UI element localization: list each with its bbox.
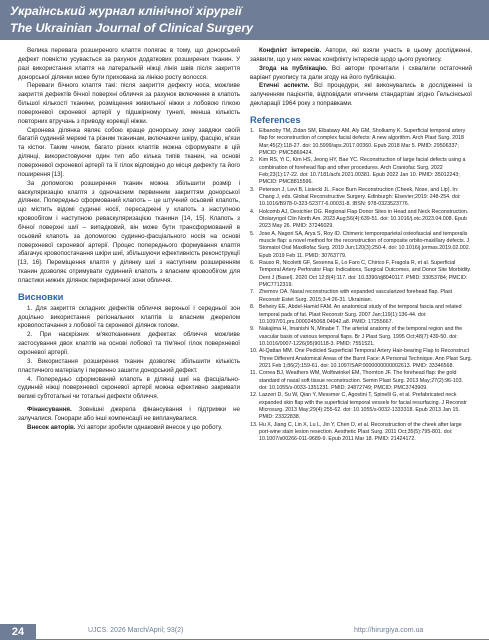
- contribution-statement: [18, 424, 240, 433]
- ethics-text: Всі процедури, які виконувались в дослідженні із залученням пацієнтів, відповідали етичним стандартам згідно Гельсінської декларації 1964 року з поправками.: [250, 82, 472, 108]
- reference-text: Al-Qattan MM. One Pedicled Superficial Temporal Artery Hair-bearing Flap to Reconstruct Three Different Anatomical Areas of the Burnt Face: A Personal Technique. Ann Plast Surg. 2021 Feb 1;86(2):159-61. doi: 10.1097/SAP.0000000000002613. PMID: 33346568.: [259, 348, 472, 369]
- reference-text: Lazzeri D, Su W, Qian Y, Messmer C, Agostini T, Spinelli G, et al. Prefabricated neck expanded skin flap with the superficial temporal vessels for facial resurfacing. J Reconstr Microsurg. 2013 May;29(4):255-62. doi: 10.1055/s-0032-1333318. Epub 2013 Jan 15. PMID: 23322838.: [259, 392, 467, 421]
- reference-item: [250, 157, 472, 186]
- funding-label: Фінансування.: [27, 406, 72, 414]
- reference-item: [250, 187, 472, 209]
- funding-statement: [18, 406, 240, 424]
- reference-text: Zhemov OA. Nasal reconstruction with expanded vascularized forehead flap. Plast Reconstr Estet Surg. 2015;3-4:26-31. Ukrainian.: [259, 289, 453, 303]
- reference-text: Hu X, Jiang C, Lin X, Lu L, Jin Y, Chen D, et al. Reconstruction of the cheek after large port-wine stain lesion resection. Aesthetic Plast Surg. 2011 Oct;35(5):795-801. doi: 10.1007/s00266-011-9689-9. Epub 2011 Mar 18. PMID: 21424172.: [259, 421, 462, 443]
- conclusion-item: 3. Використання розширення тканин дозволяє збільшити кількість пластичного матеріалу і первинно зашити донорський дефект.: [18, 357, 240, 374]
- reference-item: [250, 209, 472, 231]
- paragraph: Велика перевага розширеного клаптя полягає в тому, що донорський дефект повністю усувається за рахунок додаткових розширених тканин. У разі використання клаптя на латеральній ніжці лінія швів після закриття донорської ділянки може бути прихована за лінією росту волосся.: [18, 47, 240, 81]
- conclusion-item: 4. Попередньо сформований клапоть в ділянці шиї на фасціально-судинній ніжці поверхневої скроневої артерії можна ефективно закривати великі субтотальні чи тотальні дефекти обличчя.: [18, 375, 240, 401]
- journal-title-en: The Ukrainian Journal of Clinical Surgery: [10, 21, 254, 35]
- conclusion-item: 1. Для закриття складних дефектів обличчя верхньої і середньої зон доцільно використання регіональних клаптів із власним джерелом кровопостачання з лобової та скроневої ділянок голови.: [18, 304, 240, 330]
- reference-number: 5.: [250, 230, 255, 237]
- right-column: [250, 47, 472, 444]
- journal-header: [0, 0, 489, 40]
- reference-item: [250, 128, 472, 157]
- left-column: [18, 47, 240, 433]
- reference-number: 8.: [250, 304, 255, 311]
- funding-text: Зовнішні джерела фінансування і підтримки не залучалися. Гонорари або інші компенсації не виплачувалися.: [18, 406, 240, 422]
- reference-text: Elbanoby TM, Zidan SM, Elbatawy AM, Aly GM, Sholkamy K. Superficial temporal artery flap for reconstruction of complex facial defects: A new algorithm. Arch Plast Surg. 2018 Mar;45(2):118-27. doi: 10.5999/aps.2017.00360. Epub 2018 Mar 5. PMID: 29506337; PMCID: PMC5869424.: [259, 127, 466, 156]
- reference-text: Peterson J, Levi B, Lisiecki JL. Face Burn Reconstruction (Cheek, Nose, and Lip). In: Chang J, eds. Global Reconstructive Surgery. Edinburgh: Elsevier;2019: 248-254. doi: 10.1016/B978-0-323-52377-6.00031-8. IBSN: 978-0323523776.: [259, 186, 461, 208]
- reference-number: 12.: [250, 392, 258, 399]
- reference-text: Kim RS, Yi C, Kim HS, Jeong HY, Bae YC. Reconstruction of large facial defects using a combination of forehead flap and other procedures. Arch Craniofac Surg. 2022 Feb;23(1):17-22. doi: 10.7181/acfs.2021.00381. Epub 2022 Jan 10. PMID: 35012243; PMCID: PMC8815596.: [259, 157, 466, 186]
- reference-item: [250, 392, 472, 421]
- reference-item: [250, 231, 472, 260]
- page-number: 24: [0, 624, 36, 640]
- reference-text: Jose A, Nagori SA, Arya S, Roy ID. Chimeric temporoparietal osteofascial and temporalis muscle flap: a novel method for the reconstruction of composite orbito-maxillary defects. J Stomatol Oral Maxillofac Surg. 2019 Jun;120(3):250-4. doi: 10.1016/j.jormas.2019.02.002. Epub 2019 Feb 11. PMID: 30763779.: [259, 230, 471, 259]
- reference-number: 11.: [250, 370, 257, 377]
- reference-item: [250, 304, 472, 326]
- consent-statement: [250, 65, 472, 83]
- reference-item: [250, 326, 472, 348]
- consent-text: Всі автори прочитали і схвалили остаточний варіант рукопису та дали згоду на його публікацію.: [250, 64, 472, 81]
- paragraph: Скронева ділянка являє собою краще донорську зону завдяки своїй багатій судинній мережі та різним тканинам, включаючи шкіру, фасцію, м'язи та кістки. Таким чином, багато різних клаптів можна сформувати в цій ділянці, використовуючи один тип або кілька типів тканин, на основі поверхневої скроневої артерії та її гілок відповідно до місця дефекту та його поширення [13].: [18, 126, 240, 178]
- conflict-text: Автори, які взяли участь в цьому дослідженні, заявили, що у них немає конфлікту інтересів щодо цього рукопису.: [250, 47, 472, 63]
- consent-label: Згода на публікацію.: [259, 64, 328, 72]
- journal-url[interactable]: http://hirurgiya.com.ua: [354, 627, 424, 634]
- reference-number: 4.: [250, 208, 255, 215]
- reference-text: Rauso R, Nicoletti GF, Sesenna E, Lo Faro C, Chirico F, Fragola R, et al. Superficial Temporal Artery Perforator Flap: Indications, Surgical Outcomes, and Donor Site Morbidity. Dent J (Basel). 2020 Oct 12;8(4):117. doi: 10.3390/dj8040117. PMID: 33053784; PMCID: PMC7712319.: [259, 260, 472, 289]
- reference-text: Beheiry EE, Abdel-Hamid FAM. An anatomical study of the temporal fascia and related temporal pads of fat. Plast Reconstr Surg. 2007 Jan;119(1):136-44. doi: 10.1097/01.prs.0000245068.04942.a8. PMID: 17255667.: [259, 304, 462, 325]
- contribution-text: Усі автори зробили однаковий внесок у цю роботу.: [75, 423, 223, 431]
- reference-item: [250, 260, 472, 289]
- reference-number: 13.: [250, 421, 258, 428]
- conclusion-item: 2. При наскрізних м'якотканинних дефектах обличчя можливе застосування двох клаптів на основі лобової та тім'яної гілок поверхневої скроневої артерії.: [18, 331, 240, 356]
- conclusions-heading: Висновки: [18, 290, 64, 302]
- reference-list: [250, 128, 472, 444]
- reference-number: 6.: [250, 260, 255, 267]
- paragraph: За допомогою розширення тканин можна збільшити розмір і васкуляризацію клаптя з одночасним первинним закриттям донорської ділянки. Попередньо сформований клапоть – це штучний осьовий клапоть, що містить відомі судинні носії, пересаджені у клапоть з наступною кровообігом і наступною реваскуляризацією тканини [14, 15]. Клапоть з бічної поверхні шиї – випадковий, він може бути трансформований в осьовий клапоть за допомогою судинно-фасціального носія на основі поверхневої скроневої артерії. Процес попереднього формування клаптя збагачує кровопостачання шкіри шиї, збільшуючи ефективність реконструкції [13, 16]. Переміщення клаптя у ділянку шиї з наступним розширенням тканин дозволяє отримувати судинний клапоть з власним кровообігом для пластики нижніх ділянок периферичної зони обличчя.: [18, 179, 240, 284]
- reference-number: 3.: [250, 186, 255, 193]
- reference-item: [250, 370, 472, 392]
- paragraph: Переваги бічного клаптя такі: після закриття дефекту носа, можливе закриття дефектів бічної поверхні обличчя за рахунок включення в клапоть більшої кількості тканини, розміщення живильної ніжки з лобовою гілкою поверхневої скроневої артерії у підшкірному тунелі, менша кількість повторних втручань з приводу корекції ніжки.: [18, 82, 240, 125]
- reference-item: [250, 422, 472, 444]
- reference-item: [250, 289, 472, 304]
- reference-text: Nakajima H, Imanishi N, Minabe T. The arterial anatomy of the temporal region and the vascular basis of various temporal flaps. Br J Plast Surg. 1995 Oct;48(7):439-50. doi: 10.1016/0007-1226(95)90118-3. PMID: 7551521.: [259, 326, 463, 347]
- conflict-statement: [250, 47, 472, 65]
- journal-title-ua: Український журнал клінічної хірургії: [10, 4, 242, 18]
- references-heading: References: [250, 113, 301, 125]
- reference-number: 2.: [250, 157, 255, 164]
- ethics-label: Етичні аспекти.: [259, 82, 310, 90]
- ethics-statement: [250, 82, 472, 109]
- reference-number: 7.: [250, 289, 255, 296]
- journal-citation: UJCS. 2026 March/April; 93(2): [88, 627, 184, 634]
- reference-number: 1.: [250, 127, 255, 134]
- reference-text: Correa BJ, Weathers WM, Wolfswinkel EM, Thornton JF. The forehead flap: the gold standard of nasal soft tissue reconstruction. Semin Plast Surg. 2013 May;27(2):96-103. doi: 10.1055/s-0033-1351231. PMID: 24872749; PMCID: PMC3743909.: [259, 370, 464, 391]
- page-footer: [0, 624, 489, 640]
- reference-text: Holcomb AJ, Desichler DG. Regional Flap Donor Sites in Head and Neck Reconstruction. Otolaryngol Clin North Am. 2023 Aug;56(4):639-51. doi: 10.1016/j.otc.2023.04.008. Epub 2023 May 26. PMID: 37246029.: [259, 208, 469, 230]
- reference-item: [250, 348, 472, 370]
- reference-number: 10.: [250, 348, 258, 355]
- contribution-label: Внесок авторів.: [27, 423, 76, 431]
- conflict-label: Конфлікт інтересів.: [259, 47, 322, 54]
- reference-number: 9.: [250, 326, 255, 333]
